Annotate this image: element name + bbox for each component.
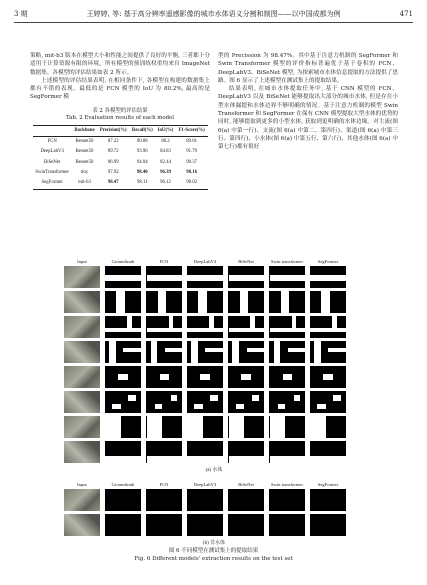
cell: 89.01 — [186, 139, 198, 145]
cell: DeepLabV3 — [40, 149, 64, 155]
issue-number: 3 期 — [14, 10, 28, 18]
prediction-mask — [146, 316, 182, 338]
input-image — [64, 514, 100, 536]
prediction-mask — [310, 489, 346, 511]
cell: mit-b3 — [72, 178, 97, 189]
prediction-mask — [228, 316, 264, 338]
prediction-mask — [187, 266, 223, 288]
prediction-mask — [146, 416, 182, 438]
figure-row — [64, 489, 364, 511]
subfigure-label-b: (b) 非水体 — [202, 541, 226, 546]
cell: 90.37 — [186, 159, 198, 165]
prediction-mask — [228, 416, 264, 438]
prediction-mask — [269, 514, 305, 536]
figure-row — [64, 291, 364, 313]
subfigure-label-a: (a) 水体 — [205, 468, 223, 473]
prediction-mask — [105, 316, 141, 338]
column-label: FCN — [159, 259, 169, 264]
evaluation-table — [33, 125, 208, 190]
cell: 89.72 — [107, 149, 119, 155]
cell: 84.83 — [160, 149, 171, 155]
column-label: BiSeNet — [238, 482, 254, 487]
table-header-row — [33, 125, 208, 136]
prediction-mask — [269, 391, 305, 413]
figure-column-labels — [64, 475, 364, 487]
prediction-mask — [269, 316, 305, 338]
cell: 98.02 — [176, 178, 208, 189]
prediction-mask — [187, 391, 223, 413]
column-label: DeepLabV3 — [193, 259, 217, 264]
figure-row — [64, 366, 364, 388]
cell: SwinTransformer — [35, 169, 69, 175]
prediction-mask — [146, 291, 182, 313]
table-caption-en: Tab. 2 Evaluation results of each model — [66, 115, 174, 122]
figure-grid-a — [64, 266, 364, 463]
prediction-mask — [105, 441, 141, 463]
cell: 86.99 — [107, 159, 119, 165]
prediction-mask — [187, 489, 223, 511]
figure-row — [64, 266, 364, 288]
prediction-mask — [269, 291, 305, 313]
figure-caption-cn: 图 6 不同模型在测试集上的提取结果 — [168, 548, 259, 554]
prediction-mask — [228, 391, 264, 413]
prediction-mask — [228, 266, 264, 288]
prediction-mask — [310, 316, 346, 338]
figure-caption — [30, 547, 397, 563]
cell: 98.16 — [186, 169, 198, 175]
prediction-mask — [228, 341, 264, 363]
input-image — [64, 441, 100, 463]
cell: 93.96 — [136, 149, 148, 155]
cell: 87.22 — [107, 139, 119, 145]
table-row — [33, 178, 208, 189]
table-caption — [30, 108, 210, 123]
column-label: BiSeNet — [238, 259, 254, 264]
prediction-mask — [187, 291, 223, 313]
prediction-mask — [105, 489, 141, 511]
figure-row — [64, 341, 364, 363]
prediction-mask — [105, 514, 141, 536]
prediction-mask — [187, 341, 223, 363]
column-header: Precision(%) — [97, 125, 129, 136]
column-label: Swin transformer — [270, 482, 304, 487]
cell: 98.40 — [136, 169, 148, 175]
prediction-mask — [187, 366, 223, 388]
prediction-mask — [269, 341, 305, 363]
prediction-mask — [310, 514, 346, 536]
prediction-mask — [105, 341, 141, 363]
prediction-mask — [105, 366, 141, 388]
cell: 98.11 — [129, 178, 155, 189]
column-label: Swin transformer — [270, 259, 304, 264]
column-label: Groundtruth — [111, 259, 135, 264]
right-column — [218, 52, 398, 152]
table-row — [33, 137, 208, 148]
cell: 97.92 — [107, 169, 119, 175]
cell: SegFormer — [33, 178, 72, 189]
table-caption-cn: 表 2 各模型的评估结果 — [92, 107, 148, 114]
cell: Resnet50 — [75, 139, 94, 145]
figure-row — [64, 391, 364, 413]
table-row — [33, 158, 208, 168]
column-header — [33, 125, 72, 136]
prediction-mask — [310, 341, 346, 363]
prediction-mask — [310, 416, 346, 438]
running-title: 王婷婷, 等: 基于高分辨率遥感影像的城市水体语义分割和制图——以中国成都为例 — [86, 10, 341, 18]
input-image — [64, 266, 100, 288]
cell: 80.2 — [161, 139, 170, 145]
column-header: F1-Score(%) — [176, 125, 208, 136]
table-row — [33, 168, 208, 178]
prediction-mask — [146, 266, 182, 288]
prediction-mask — [269, 489, 305, 511]
left-column — [30, 52, 210, 190]
column-label: SegFormer — [317, 482, 339, 487]
column-header: IoU(%) — [155, 125, 176, 136]
figure-6 — [64, 252, 364, 548]
prediction-mask — [146, 366, 182, 388]
cell: BiSeNet — [44, 159, 61, 165]
paragraph: 策略, mit-b3 版本在模型大小和性能之间提供了良好的平衡, 三者都十分适用于计算资源有限的环境。所有模型的预训练权重均来自 ImageNet 数据集。各模型的评估结果如表 2 所示。 — [30, 53, 210, 76]
prediction-mask — [146, 514, 182, 536]
cell: 94.04 — [136, 159, 148, 165]
figure-grid-b — [64, 489, 364, 536]
prediction-mask — [310, 291, 346, 313]
prediction-mask — [269, 441, 305, 463]
cell: Resnet50 — [75, 159, 94, 165]
figure-column-labels — [64, 252, 364, 264]
table-row — [33, 147, 208, 157]
prediction-mask — [228, 489, 264, 511]
figure-row — [64, 316, 364, 338]
prediction-mask — [187, 441, 223, 463]
paragraph: 上述模型的评估结果表明, 在相同条件下, 各模型在构建的数据集上都有不错的表现。最低的是 FCN 模型的 IoU 为 80.2%, 最高的是 SegFormer 模 — [30, 77, 210, 101]
column-header: Recall(%) — [129, 125, 155, 136]
prediction-mask — [105, 291, 141, 313]
input-image — [64, 366, 100, 388]
cell: 98.47 — [97, 178, 129, 189]
prediction-mask — [228, 366, 264, 388]
cell: 91.79 — [186, 149, 198, 155]
cell: tiny — [80, 169, 89, 175]
prediction-mask — [187, 514, 223, 536]
column-header: Backbone — [72, 125, 97, 136]
page-number: 471 — [399, 10, 413, 18]
cell: FCN — [47, 139, 57, 145]
prediction-mask — [310, 266, 346, 288]
input-image — [64, 341, 100, 363]
prediction-mask — [146, 441, 182, 463]
prediction-mask — [105, 391, 141, 413]
cell: 96.12 — [155, 178, 176, 189]
prediction-mask — [310, 441, 346, 463]
running-header — [14, 8, 413, 23]
figure-caption-en: Fig. 6 Different models' extraction results on the test set — [134, 556, 293, 562]
prediction-mask — [187, 416, 223, 438]
column-label: FCN — [159, 482, 169, 487]
input-image — [64, 416, 100, 438]
input-image — [64, 291, 100, 313]
figure-row — [64, 441, 364, 463]
figure-row — [64, 514, 364, 536]
prediction-mask — [146, 391, 182, 413]
input-image — [64, 489, 100, 511]
column-label: Groundtruth — [111, 482, 135, 487]
prediction-mask — [105, 416, 141, 438]
prediction-mask — [310, 366, 346, 388]
prediction-mask — [228, 441, 264, 463]
input-image — [64, 316, 100, 338]
prediction-mask — [228, 291, 264, 313]
column-label: DeepLabV3 — [193, 482, 217, 487]
input-image — [64, 391, 100, 413]
paragraph: 型的 Precission 为 98.47%。其中基于注意力机制的 SegFormer 和 Swin Transformer 模型的评价指标普遍优于基于卷积的 FCN、DeepLabV3、BiSeNet 模型, 为探索城市水体信息提取的方法提供了思路。图 6 显示了上述模型在测试集上的提取结果。 — [218, 53, 398, 84]
column-label: Input — [77, 482, 87, 487]
prediction-mask — [187, 316, 223, 338]
cell: Resnet50 — [75, 149, 94, 155]
cell: 96.39 — [160, 169, 171, 175]
prediction-mask — [146, 489, 182, 511]
prediction-mask — [310, 391, 346, 413]
cell: 90.88 — [136, 139, 148, 145]
prediction-mask — [269, 266, 305, 288]
prediction-mask — [269, 366, 305, 388]
column-label: Input — [77, 259, 87, 264]
prediction-mask — [146, 341, 182, 363]
column-label: SegFormer — [317, 259, 339, 264]
cell: 82.44 — [160, 159, 171, 165]
prediction-mask — [228, 514, 264, 536]
prediction-mask — [105, 266, 141, 288]
figure-row — [64, 416, 364, 438]
prediction-mask — [269, 416, 305, 438]
paragraph: 结果表明, 在城市水体提取任务中, 基于 CNN 模型的 FCN、DeepLabV3 以及 BiSeNet 能够提取出大部分的城市水体, 但是存在小型水体漏提和水体边界不够明确的情况。基于注意力机制的模型 Swin Transformer 和 SegFormer 在保有 CNN 模型提取大型水体的优势的同时, 能够提取到更多的小型水体, 获取到更明确的水体边缘。对主流(图 6(a) 中第一行)、支流(图 6(a) 中第二、第四行)、渠道(图 6(a) 中第三行、第四行)、小水体(图 6(a) 中第五行、第六行)、其他水体(图 6(a) 中第七行)都有很好 — [218, 86, 398, 151]
